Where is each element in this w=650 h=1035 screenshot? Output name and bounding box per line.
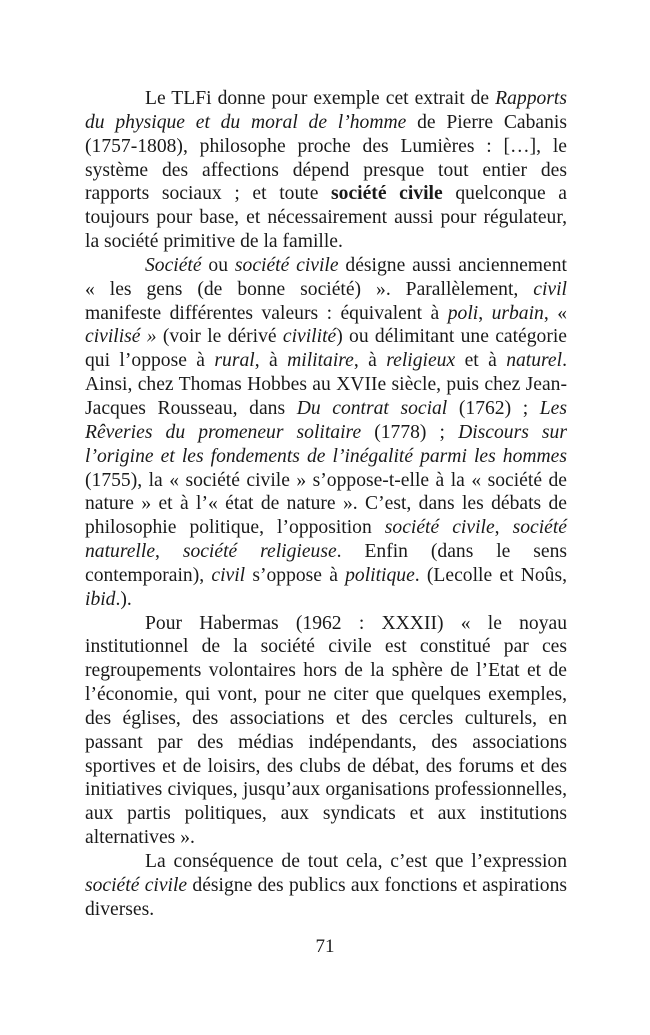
text-run: (1778) ;	[361, 421, 459, 443]
text-run: La conséquence de tout cela, c’est que l’expression	[145, 851, 567, 872]
italic-text: Discours sur l’origine et les fondements de l’inégalité parmi les hommes	[85, 421, 567, 467]
italic-text: Société	[145, 254, 202, 276]
italic-text: religieux	[386, 350, 456, 372]
text-run: ou	[201, 254, 235, 276]
text-run: . Ainsi, chez Thomas Hobbes au XVIIe siècle, puis chez Jean-Jacques Rousseau, dans	[85, 350, 567, 419]
text-run: , à	[254, 350, 288, 372]
italic-text: Rapports du physique et du moral de l’homme	[85, 88, 567, 133]
text-run: , à	[353, 350, 387, 372]
italic-text: civil	[533, 278, 567, 300]
italic-text: société civile	[384, 517, 495, 539]
bold-text: société civile	[331, 183, 443, 205]
paragraph	[85, 254, 567, 612]
text-run: s’oppose à	[245, 564, 346, 586]
italic-text: civilité	[282, 326, 337, 348]
italic-text: poli	[447, 302, 479, 324]
italic-text: civilisé »	[85, 326, 157, 348]
text-run: Pour Habermas (1962 : XXXII) « le noyau institutionnel de la société civile est constitué par ces regroupements volontaires hors de la sphère de l’Etat et de l’économie, qui vont, pour ne citer que quelques exemples, des églises, des associations et des cercles culturels, en passant par des médias indépendants, des associations sportives et de loisirs, des clubs de débat, des forums et des initiatives civiques, jusqu’aux organisations professionnelles, aux partis politiques, aux syndicats et aux institutions alternatives ».	[85, 612, 567, 849]
text-run: et à	[455, 350, 507, 372]
italic-text: naturel	[506, 350, 563, 372]
italic-text: société civile	[85, 874, 188, 896]
text-run: quelconque a toujours pour base, et nécessairement aussi pour régulateur, la société primitive de la famille.	[85, 183, 567, 253]
page-number: 71	[315, 936, 335, 957]
paragraph	[85, 612, 567, 850]
italic-text: politique	[345, 564, 415, 586]
page-body	[85, 87, 567, 922]
paragraph	[85, 850, 567, 922]
text-run: désigne aussi anciennement « les gens (de bonne société) ». Parallèlement,	[85, 254, 567, 300]
italic-text: militaire	[287, 350, 354, 372]
italic-text: Du contrat social	[296, 397, 448, 419]
text-run: (1755), la « société civile » s’oppose-t-elle à la « société de nature » et à l’« état de nature ». C’est, dans les débats de philosophie politique, l’opposition	[85, 469, 567, 539]
text-run: . Enfin (dans le sens contemporain),	[85, 541, 567, 586]
text-run: désigne des publics aux fonctions et aspirations diverses.	[85, 874, 567, 920]
text-run: de Pierre Cabanis (1757-1808), philosophe proche des Lumières : […], le système des affections dépend presque tout entier des rapports sociaux ; et toute	[85, 111, 567, 205]
italic-text: société civile	[234, 254, 339, 276]
italic-text: urbain	[491, 302, 544, 324]
italic-text: ibid	[85, 588, 116, 610]
italic-text: société religieuse	[182, 541, 337, 563]
text-run: . (Lecolle et Noûs,	[414, 564, 567, 586]
text-run: ) ou délimitant une catégorie qui l’oppose à	[85, 326, 568, 372]
text-run: Le TLFi donne pour exemple cet extrait de	[145, 88, 496, 109]
italic-text: civil	[211, 564, 246, 586]
text-run: ,	[155, 541, 183, 563]
text-run: ,	[494, 517, 513, 539]
text-run: , «	[543, 302, 568, 324]
italic-text: rural	[214, 350, 255, 372]
italic-text: Les Rêveries du promeneur solitaire	[85, 397, 568, 443]
text-run: ,	[478, 302, 492, 324]
text-run: (voir le dérivé	[156, 326, 283, 348]
text-run: .).	[115, 588, 132, 610]
italic-text: société naturelle	[85, 517, 567, 563]
paragraph	[85, 87, 567, 254]
text-run: manifeste différentes valeurs : équivalent à	[85, 302, 448, 324]
text-run: (1762) ;	[447, 397, 540, 419]
